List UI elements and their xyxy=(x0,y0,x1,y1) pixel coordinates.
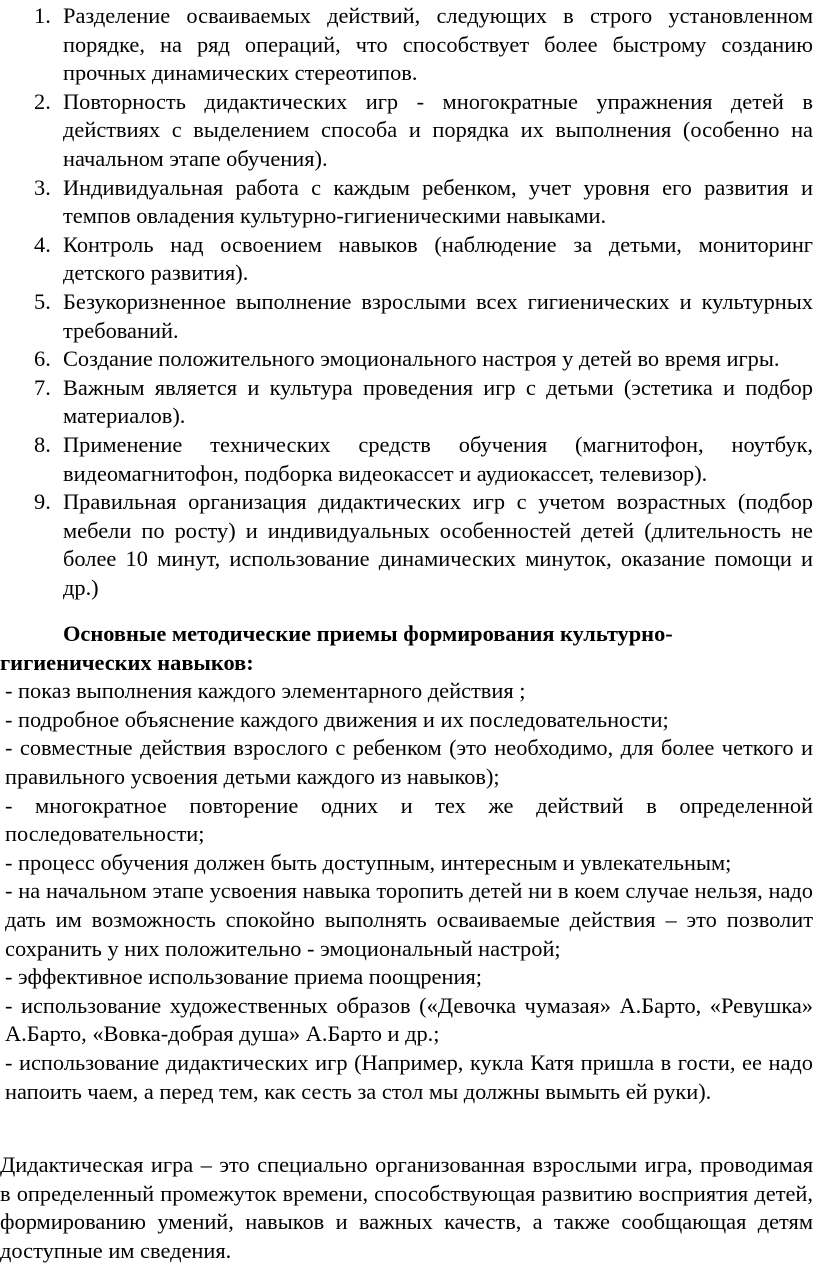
list-item xyxy=(0,374,816,431)
list-number: 3. xyxy=(34,174,51,200)
heading-line-1: Основные методические приемы формирования культурно- xyxy=(63,621,673,646)
list-number: 4. xyxy=(34,231,51,257)
section-heading xyxy=(0,620,816,677)
list-item-text: Разделение осваиваемых действий, следующих в строго установленном порядке, на ряд операций, что способствует более быстрому созданию прочных динамических стереотипов. xyxy=(63,3,813,86)
method-item: - процесс обучения должен быть доступным, интересным и увлекательным; xyxy=(5,849,732,875)
list-number: 6. xyxy=(34,346,51,372)
method-item: - использование дидактических игр (Например, кукла Катя пришла в гости, ее надо напоить чаем, а перед тем, как сесть за стол мы должны вымыть ей руки). xyxy=(5,1049,813,1104)
method-item: - использование художественных образов («Девочка чумазая» А.Барто, «Ревушка» А.Барто, «Вовка-добрая душа» А.Барто и др.; xyxy=(5,992,813,1047)
list-item xyxy=(0,288,816,345)
methods-section xyxy=(0,620,816,1106)
list-item-text: Индивидуальная работа с каждым ребенком, учет уровня его развития и темпов овладения культурно-гигиеническими навыками. xyxy=(63,174,813,229)
list-item xyxy=(0,488,816,602)
list-item xyxy=(0,431,816,488)
closing-paragraph: Дидактическая игра – это специально организованная взрослыми игра, проводимая в определенный промежуток времени, способствующая развитию восприятия детей, формированию умений, навыков и важных качеств, а также сообщающая детям доступные им сведения. xyxy=(0,1152,813,1263)
list-number: 9. xyxy=(34,489,51,515)
list-item-text: Безукоризненное выполнение взрослыми всех гигиенических и культурных требований. xyxy=(63,288,813,343)
method-item: - совместные действия взрослого с ребенком (это необходимо, для более четкого и правильного усвоения детьми каждого из навыков); xyxy=(5,735,813,789)
method-item: - показ выполнения каждого элементарного действия ; xyxy=(5,678,526,704)
list-number: 1. xyxy=(34,3,51,28)
list-item-text: Применение технических средств обучения (магнитофон, ноутбук, видеомагнитофон, подборка видеокассет и аудиокассет, телевизор). xyxy=(63,431,813,486)
list-item-text: Контроль над освоением навыков (наблюдение за детьми, мониторинг детского развития). xyxy=(63,231,813,286)
method-item: - эффективное использование приема поощрения; xyxy=(5,964,482,990)
numbered-list xyxy=(0,2,816,602)
list-number: 8. xyxy=(34,431,51,457)
list-item xyxy=(0,174,816,231)
list-item-text: Повторность дидактических игр - многократные упражнения детей в действиях с выделением способа и порядка их выполнения (особенно на начальном этапе обучения). xyxy=(63,88,813,171)
list-item xyxy=(0,2,816,88)
list-item-text: Создание положительного эмоционального настроя у детей во время игры. xyxy=(63,346,780,372)
list-item xyxy=(0,88,816,174)
method-item: - многократное повторение одних и тех же действий в определенной последовательности; xyxy=(5,792,813,847)
list-item xyxy=(0,345,816,374)
method-item: - на начальном этапе усвоения навыка торопить детей ни в коем случае нельзя, надо дать им возможность спокойно выполнять осваиваемые действия – это позволит сохранить у них положительно - эмоциональный настрой; xyxy=(5,878,813,961)
method-item: - подробное объяснение каждого движения и их последовательности; xyxy=(5,706,669,732)
list-number: 5. xyxy=(34,288,51,314)
list-number: 2. xyxy=(34,88,51,114)
list-item xyxy=(0,231,816,288)
list-number: 7. xyxy=(34,374,51,400)
heading-line-2: гигиенических навыков: xyxy=(0,649,254,675)
list-item-text: Правильная организация дидактических игр с учетом возрастных (подбор мебели по росту) и индивидуальных особенностей детей (длительность не более 10 минут, использование динамических минуток, оказание помощи и др.) xyxy=(63,489,813,600)
list-item-text: Важным является и культура проведения игр с детьми (эстетика и подбор материалов). xyxy=(63,374,813,429)
